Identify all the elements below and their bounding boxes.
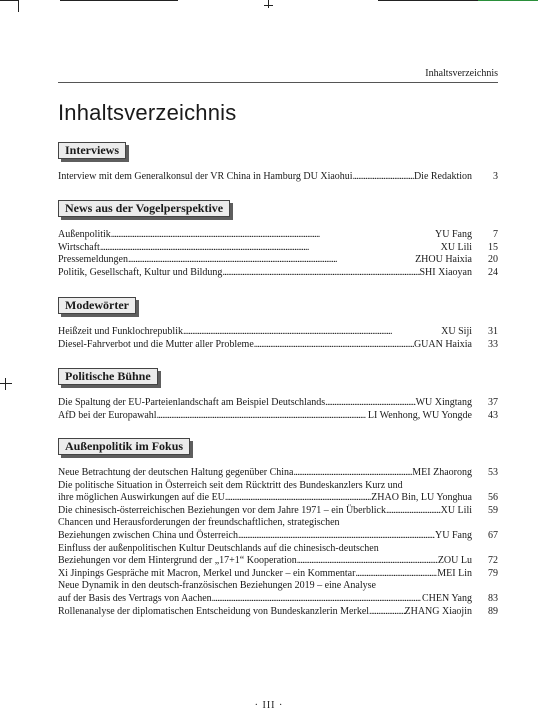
section-heading: [58, 438, 190, 455]
dot-leader: [128, 254, 415, 267]
entry-title: Chancen und Herausforderungen der freundschaftlichen, strategischen: [58, 517, 340, 529]
toc-line: [58, 568, 498, 581]
toc-line: [58, 492, 498, 505]
dot-leader: [386, 505, 441, 518]
entry-title: AfD bei der Europawahl: [58, 409, 157, 421]
entry-page: 53: [488, 467, 498, 478]
toc-line: [58, 467, 498, 480]
entry-author: CHEN Yang: [421, 592, 472, 604]
dot-leader: [293, 467, 412, 480]
entry-author: SHI Xiaoyan: [419, 266, 472, 278]
toc-entry[interactable]: [58, 543, 498, 568]
dot-leader: [111, 229, 435, 242]
toc-line: [58, 267, 498, 280]
entry-page: 43: [488, 409, 498, 421]
entry-author: WU Xingtang: [415, 397, 472, 408]
dot-leader: [254, 339, 414, 352]
toc-entry[interactable]: [58, 267, 498, 280]
entry-page: 37: [488, 397, 498, 408]
entry-title: Politik, Gesellschaft, Kultur und Bildung: [58, 266, 223, 278]
dot-leader: [238, 530, 435, 543]
entry-page: 72: [488, 555, 498, 567]
dot-leader: [212, 593, 422, 606]
entry-title: Xi Jinpings Gespräche mit Macron, Merkel und Juncker – ein Kommentar: [58, 567, 356, 579]
section-heading-label: Interviews: [58, 142, 126, 159]
entry-page: 67: [488, 529, 498, 541]
entry-title: Die Spaltung der EU-Parteienlandschaft am Beispiel Deutschlands: [58, 397, 326, 408]
entry-title: Pressemeldungen: [58, 254, 128, 266]
entry-author: YU Fang: [435, 229, 472, 240]
toc-entry[interactable]: [58, 580, 498, 605]
toc-line: [58, 397, 498, 410]
section-heading-label: Außenpolitik im Fokus: [58, 438, 190, 455]
toc-entry[interactable]: [58, 480, 498, 505]
entry-page: 56: [488, 492, 498, 504]
toc-line: [58, 171, 498, 184]
crop-mark: [378, 0, 478, 1]
toc-line: [58, 480, 498, 493]
entry-page: 7: [493, 229, 498, 240]
entry-page: 79: [488, 567, 498, 579]
toc-entry[interactable]: [58, 229, 498, 242]
entry-title: Beziehungen zwischen China und Österreich: [58, 529, 238, 541]
toc-entry[interactable]: [58, 254, 498, 267]
crop-mark: [268, 0, 269, 8]
toc-section: [58, 437, 498, 618]
toc-entry[interactable]: [58, 606, 498, 619]
entry-title: Rollenanalyse der diplomatischen Entscheidung von Bundeskanzlerin Merkel: [58, 605, 370, 617]
toc-entry[interactable]: [58, 410, 498, 423]
dot-leader: [100, 242, 441, 255]
toc-line: [58, 254, 498, 267]
section-heading: [58, 200, 230, 217]
toc-entry[interactable]: [58, 505, 498, 518]
toc-section: [58, 296, 498, 351]
entry-title: Heißzeit und Funklochrepublik: [58, 326, 183, 337]
entry-title: Wirtschaft: [58, 241, 100, 253]
dot-leader: [325, 397, 415, 410]
toc-line: [58, 530, 498, 543]
toc-entry[interactable]: [58, 397, 498, 410]
section-heading-label: Politische Bühne: [58, 368, 158, 385]
dot-leader: [157, 410, 368, 423]
toc-entry[interactable]: [58, 326, 498, 339]
toc-line: [58, 580, 498, 593]
entry-page: 15: [488, 241, 498, 253]
entry-author: ZOU Lu: [437, 555, 472, 567]
crop-mark: [18, 0, 19, 12]
toc-section: [58, 199, 498, 279]
toc-line: [58, 555, 498, 568]
toc-line: [58, 339, 498, 352]
toc-line: [58, 543, 498, 556]
entry-page: 31: [488, 326, 498, 337]
running-head: Inhaltsverzeichnis: [58, 68, 498, 83]
section-heading: [58, 142, 126, 159]
toc-entry[interactable]: [58, 242, 498, 255]
entry-author: XU Lili: [440, 241, 472, 253]
entry-page: 89: [488, 605, 498, 617]
section-heading: [58, 297, 136, 314]
toc-section: [58, 141, 498, 184]
entry-author: YU Fang: [435, 529, 472, 541]
entry-title: Außenpolitik: [58, 229, 111, 240]
entry-page: 33: [488, 338, 498, 350]
dot-leader: [353, 171, 414, 184]
toc-entry[interactable]: [58, 171, 498, 184]
section-heading-label: News aus der Vogelperspektive: [58, 200, 230, 217]
crop-mark: [5, 378, 6, 390]
entry-author: LI Wenhong, WU Yongde: [367, 409, 472, 421]
section-heading-label: Modewörter: [58, 297, 136, 314]
toc-line: [58, 410, 498, 423]
entry-title: Neue Dynamik in den deutsch-französischen Beziehungen 2019 – eine Analyse: [58, 580, 376, 592]
toc-line: [58, 229, 498, 242]
entry-title: ihre möglichen Auswirkungen auf die EU: [58, 492, 225, 504]
entry-author: Die Redaktion: [413, 171, 472, 182]
crop-mark: [264, 5, 273, 6]
entry-title: Interview mit dem Generalkonsul der VR China in Hamburg DU Xiaohui: [58, 171, 353, 182]
entry-author: ZHAO Bin, LU Yonghua: [371, 492, 472, 504]
toc-line: [58, 517, 498, 530]
page-number: · III ·: [254, 700, 284, 711]
entry-author: GUAN Haixia: [413, 338, 472, 350]
entry-author: XU Lili: [440, 504, 472, 516]
entry-author: MEI Zhaorong: [412, 467, 472, 478]
entry-title: Beziehungen vor dem Hintergrund der „17+1“ Kooperation: [58, 555, 297, 567]
dot-leader: [222, 267, 419, 280]
dot-leader: [183, 326, 441, 339]
page-title: Inhaltsverzeichnis: [58, 100, 237, 125]
entry-title: Einfluss der außenpolitischen Kultur Deutschlands auf die chinesisch-deutschen: [58, 542, 379, 554]
crop-mark: [0, 383, 12, 384]
entry-author: MEI Lin: [437, 567, 472, 579]
entry-title: Die chinesisch-österreichischen Beziehungen vor dem Jahre 1971 – ein Überblick: [58, 504, 386, 516]
entry-title: Diesel-Fahrverbot und die Mutter aller Probleme: [58, 338, 254, 350]
entry-author: ZHOU Haixia: [415, 254, 472, 266]
toc-entry[interactable]: [58, 467, 498, 480]
toc-section: [58, 367, 498, 422]
toc-line: [58, 593, 498, 606]
entry-title: auf der Basis des Vertrags von Aachen: [58, 592, 212, 604]
entry-author: ZHANG Xiaojin: [404, 605, 472, 617]
entry-author: XU Siji: [441, 326, 472, 337]
entry-page: 3: [493, 171, 498, 182]
toc-entry[interactable]: [58, 568, 498, 581]
entry-page: 83: [488, 592, 498, 604]
toc-line: [58, 242, 498, 255]
dot-leader: [225, 492, 371, 505]
toc-entry[interactable]: [58, 517, 498, 542]
section-heading: [58, 368, 158, 385]
entry-page: 59: [488, 504, 498, 516]
toc-line: [58, 326, 498, 339]
crop-mark: [478, 0, 538, 1]
entry-page: 20: [488, 254, 498, 266]
toc-entry[interactable]: [58, 339, 498, 352]
toc-line: [58, 505, 498, 518]
dot-leader: [297, 555, 438, 568]
dot-leader: [369, 606, 404, 619]
toc-line: [58, 606, 498, 619]
entry-title: Neue Betrachtung der deutschen Haltung gegenüber China: [58, 467, 294, 478]
crop-mark: [60, 0, 178, 1]
entry-page: 24: [488, 266, 498, 278]
crop-mark: [0, 0, 18, 1]
dot-leader: [355, 568, 437, 581]
entry-title: Die politische Situation in Österreich seit dem Rücktritt des Bundeskanzlers Kurz und: [58, 479, 403, 491]
